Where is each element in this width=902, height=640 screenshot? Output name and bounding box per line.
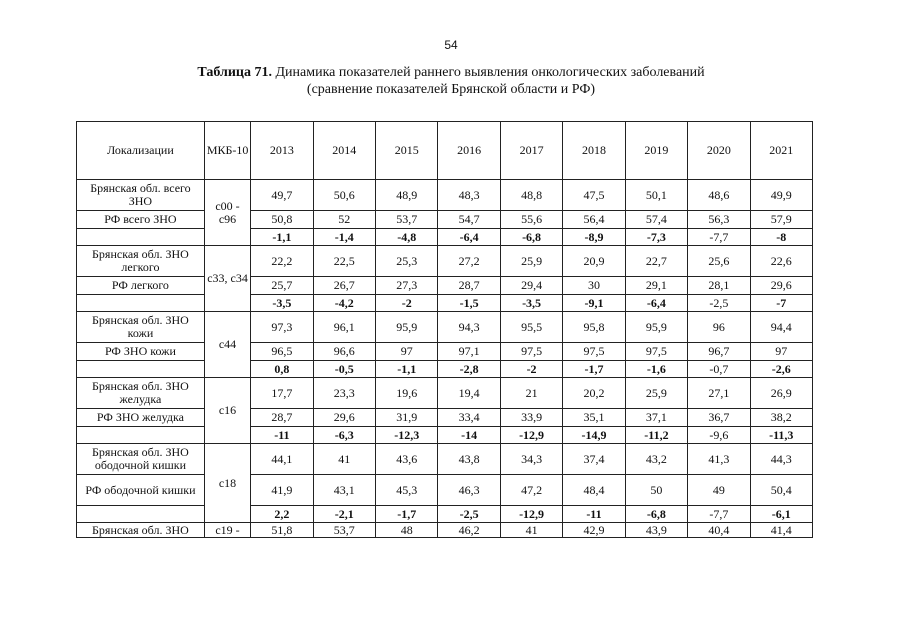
cell-region-value: 20,9 [563, 246, 625, 277]
row-label-region: Брянская обл. ЗНО [77, 523, 205, 538]
cell-difference-value: -11,2 [625, 427, 687, 444]
cell-region-value: 50,1 [625, 180, 687, 211]
cell-rf-value: 33,4 [438, 409, 500, 427]
header-location: Локализации [77, 122, 205, 180]
row-label-empty [77, 361, 205, 378]
cell-difference-value: -1,1 [251, 229, 313, 246]
cell-region-value: 21 [500, 378, 562, 409]
cell-region-value: 95,9 [625, 312, 687, 343]
cell-difference-value: -8,9 [563, 229, 625, 246]
cell-rf-value: 41,9 [251, 475, 313, 506]
cell-region-value: 40,4 [688, 523, 750, 538]
cell-region-value: 48 [376, 523, 438, 538]
cell-rf-value: 56,3 [688, 211, 750, 229]
table-row-difference [77, 506, 813, 523]
cell-rf-value: 30 [563, 277, 625, 295]
table-row-rf [77, 277, 813, 295]
cell-region-value: 47,5 [563, 180, 625, 211]
cell-rf-value: 27,3 [376, 277, 438, 295]
header-year: 2020 [688, 122, 750, 180]
row-label-rf: РФ ободочной кишки [77, 475, 205, 506]
header-year: 2019 [625, 122, 687, 180]
cell-difference-value: -6,3 [313, 427, 375, 444]
data-table [76, 121, 813, 538]
row-label-region: Брянская обл. ЗНО кожи [77, 312, 205, 343]
cell-difference-value: -11 [251, 427, 313, 444]
cell-rf-value: 48,4 [563, 475, 625, 506]
cell-rf-value: 97 [376, 343, 438, 361]
cell-region-value: 25,3 [376, 246, 438, 277]
cell-region-value: 94,3 [438, 312, 500, 343]
cell-difference-value: -1,7 [376, 506, 438, 523]
table-row-region [77, 312, 813, 343]
cell-difference-value: -1,1 [376, 361, 438, 378]
cell-difference-value: -1,4 [313, 229, 375, 246]
cell-difference-value: -6,4 [625, 295, 687, 312]
cell-region-value: 44,1 [251, 444, 313, 475]
cell-region-value: 41 [500, 523, 562, 538]
cell-region-value: 95,8 [563, 312, 625, 343]
cell-difference-value: -7,7 [688, 506, 750, 523]
cell-region-value: 27,1 [688, 378, 750, 409]
header-year: 2018 [563, 122, 625, 180]
cell-difference-value: 0,8 [251, 361, 313, 378]
cell-difference-value: -2,5 [688, 295, 750, 312]
icd-code: с00 - с96 [204, 180, 250, 246]
cell-rf-value: 97,1 [438, 343, 500, 361]
row-label-empty [77, 229, 205, 246]
cell-region-value: 25,6 [688, 246, 750, 277]
cell-region-value: 95,5 [500, 312, 562, 343]
row-label-region: Брянская обл. ЗНО легкого [77, 246, 205, 277]
cell-rf-value: 96,6 [313, 343, 375, 361]
cell-region-value: 48,8 [500, 180, 562, 211]
row-label-empty [77, 427, 205, 444]
cell-difference-value: 2,2 [251, 506, 313, 523]
cell-region-value: 95,9 [376, 312, 438, 343]
cell-difference-value: -9,1 [563, 295, 625, 312]
cell-difference-value: -11,3 [750, 427, 812, 444]
cell-rf-value: 50,4 [750, 475, 812, 506]
cell-difference-value: -6,8 [500, 229, 562, 246]
cell-rf-value: 38,2 [750, 409, 812, 427]
cell-region-value: 22,2 [251, 246, 313, 277]
cell-region-value: 97,3 [251, 312, 313, 343]
table-row-difference [77, 427, 813, 444]
cell-difference-value: -12,3 [376, 427, 438, 444]
cell-region-value: 49,7 [251, 180, 313, 211]
header-icd: МКБ-10 [204, 122, 250, 180]
cell-rf-value: 37,1 [625, 409, 687, 427]
cell-difference-value: -6,1 [750, 506, 812, 523]
cell-region-value: 44,3 [750, 444, 812, 475]
cell-rf-value: 45,3 [376, 475, 438, 506]
icd-code: с44 [204, 312, 250, 378]
cell-region-value: 41 [313, 444, 375, 475]
cell-region-value: 37,4 [563, 444, 625, 475]
cell-region-value: 48,9 [376, 180, 438, 211]
row-label-empty [77, 506, 205, 523]
cell-region-value: 48,3 [438, 180, 500, 211]
cell-difference-value: -2,1 [313, 506, 375, 523]
table-row-region [77, 523, 813, 538]
header-year: 2016 [438, 122, 500, 180]
cell-rf-value: 53,7 [376, 211, 438, 229]
cell-region-value: 43,8 [438, 444, 500, 475]
cell-difference-value: -7 [750, 295, 812, 312]
table-title [0, 64, 902, 98]
cell-difference-value: -7,7 [688, 229, 750, 246]
cell-region-value: 23,3 [313, 378, 375, 409]
cell-difference-value: -4,8 [376, 229, 438, 246]
cell-rf-value: 57,4 [625, 211, 687, 229]
table-row-region [77, 378, 813, 409]
cell-difference-value: -2 [376, 295, 438, 312]
cell-region-value: 96,1 [313, 312, 375, 343]
table-row-rf [77, 343, 813, 361]
cell-difference-value: -4,2 [313, 295, 375, 312]
cell-difference-value: -2,6 [750, 361, 812, 378]
cell-rf-value: 97,5 [563, 343, 625, 361]
cell-difference-value: -2,8 [438, 361, 500, 378]
cell-difference-value: -9,6 [688, 427, 750, 444]
table-row-region [77, 444, 813, 475]
table-row-rf [77, 211, 813, 229]
cell-region-value: 19,4 [438, 378, 500, 409]
cell-rf-value: 46,3 [438, 475, 500, 506]
cell-rf-value: 56,4 [563, 211, 625, 229]
cell-difference-value: -7,3 [625, 229, 687, 246]
cell-rf-value: 97 [750, 343, 812, 361]
header-year: 2021 [750, 122, 812, 180]
row-label-rf: РФ ЗНО кожи [77, 343, 205, 361]
cell-difference-value: -3,5 [500, 295, 562, 312]
cell-rf-value: 97,5 [625, 343, 687, 361]
table-subtitle: (сравнение показателей Брянской области и РФ) [306, 82, 596, 97]
cell-rf-value: 50,8 [251, 211, 313, 229]
icd-code: с18 [204, 444, 250, 523]
cell-difference-value: -0,7 [688, 361, 750, 378]
table-title-text: Динамика показателей раннего выявления онкологических заболеваний [275, 65, 705, 80]
cell-region-value: 43,9 [625, 523, 687, 538]
cell-region-value: 46,2 [438, 523, 500, 538]
cell-difference-value: -1,5 [438, 295, 500, 312]
cell-rf-value: 35,1 [563, 409, 625, 427]
table-body [77, 180, 813, 538]
cell-rf-value: 28,7 [438, 277, 500, 295]
header-year: 2015 [376, 122, 438, 180]
cell-region-value: 41,3 [688, 444, 750, 475]
cell-rf-value: 29,6 [313, 409, 375, 427]
row-label-rf: РФ легкого [77, 277, 205, 295]
cell-difference-value: -1,6 [625, 361, 687, 378]
cell-region-value: 48,6 [688, 180, 750, 211]
cell-region-value: 94,4 [750, 312, 812, 343]
row-label-rf: РФ всего ЗНО [77, 211, 205, 229]
header-year: 2014 [313, 122, 375, 180]
cell-rf-value: 97,5 [500, 343, 562, 361]
cell-rf-value: 54,7 [438, 211, 500, 229]
cell-rf-value: 47,2 [500, 475, 562, 506]
cell-difference-value: -6,4 [438, 229, 500, 246]
table-row-rf [77, 409, 813, 427]
row-label-rf: РФ ЗНО желудка [77, 409, 205, 427]
icd-code: с19 - [204, 523, 250, 538]
cell-region-value: 22,7 [625, 246, 687, 277]
cell-region-value: 51,8 [251, 523, 313, 538]
row-label-region: Брянская обл. всего ЗНО [77, 180, 205, 211]
cell-region-value: 25,9 [625, 378, 687, 409]
table-row-region [77, 180, 813, 211]
cell-region-value: 34,3 [500, 444, 562, 475]
cell-difference-value: -12,9 [500, 427, 562, 444]
cell-difference-value: -12,9 [500, 506, 562, 523]
header-year: 2017 [500, 122, 562, 180]
cell-difference-value: -3,5 [251, 295, 313, 312]
cell-difference-value: -14,9 [563, 427, 625, 444]
page-number: 54 [444, 38, 458, 52]
cell-region-value: 50,6 [313, 180, 375, 211]
header-year: 2013 [251, 122, 313, 180]
cell-rf-value: 52 [313, 211, 375, 229]
row-label-region: Брянская обл. ЗНО ободочной кишки [77, 444, 205, 475]
cell-region-value: 42,9 [563, 523, 625, 538]
table-label: Таблица 71. [197, 65, 272, 80]
cell-rf-value: 33,9 [500, 409, 562, 427]
cell-region-value: 41,4 [750, 523, 812, 538]
cell-difference-value: -2 [500, 361, 562, 378]
cell-rf-value: 29,6 [750, 277, 812, 295]
cell-region-value: 43,2 [625, 444, 687, 475]
cell-region-value: 25,9 [500, 246, 562, 277]
table-row-rf [77, 475, 813, 506]
cell-rf-value: 49 [688, 475, 750, 506]
cell-region-value: 27,2 [438, 246, 500, 277]
table-row-difference [77, 229, 813, 246]
cell-rf-value: 29,4 [500, 277, 562, 295]
cell-region-value: 22,5 [313, 246, 375, 277]
icd-code: с33, с34 [204, 246, 250, 312]
header-row [77, 122, 813, 180]
table-row-difference [77, 361, 813, 378]
cell-region-value: 20,2 [563, 378, 625, 409]
cell-region-value: 53,7 [313, 523, 375, 538]
cell-rf-value: 96,7 [688, 343, 750, 361]
cell-region-value: 17,7 [251, 378, 313, 409]
cell-rf-value: 28,7 [251, 409, 313, 427]
cell-rf-value: 43,1 [313, 475, 375, 506]
cell-rf-value: 26,7 [313, 277, 375, 295]
cell-region-value: 26,9 [750, 378, 812, 409]
cell-rf-value: 36,7 [688, 409, 750, 427]
cell-rf-value: 55,6 [500, 211, 562, 229]
cell-region-value: 49,9 [750, 180, 812, 211]
cell-difference-value: -6,8 [625, 506, 687, 523]
cell-difference-value: -0,5 [313, 361, 375, 378]
cell-rf-value: 28,1 [688, 277, 750, 295]
row-label-empty [77, 295, 205, 312]
table-row-region [77, 246, 813, 277]
table-row-difference [77, 295, 813, 312]
cell-difference-value: -11 [563, 506, 625, 523]
cell-difference-value: -2,5 [438, 506, 500, 523]
cell-rf-value: 25,7 [251, 277, 313, 295]
row-label-region: Брянская обл. ЗНО желудка [77, 378, 205, 409]
cell-region-value: 96 [688, 312, 750, 343]
cell-rf-value: 57,9 [750, 211, 812, 229]
icd-code: с16 [204, 378, 250, 444]
cell-region-value: 43,6 [376, 444, 438, 475]
cell-region-value: 19,6 [376, 378, 438, 409]
cell-region-value: 22,6 [750, 246, 812, 277]
cell-difference-value: -8 [750, 229, 812, 246]
cell-rf-value: 96,5 [251, 343, 313, 361]
table-title-line [0, 64, 902, 81]
cell-difference-value: -1,7 [563, 361, 625, 378]
cell-rf-value: 31,9 [376, 409, 438, 427]
cell-rf-value: 29,1 [625, 277, 687, 295]
cell-rf-value: 50 [625, 475, 687, 506]
cell-difference-value: -14 [438, 427, 500, 444]
